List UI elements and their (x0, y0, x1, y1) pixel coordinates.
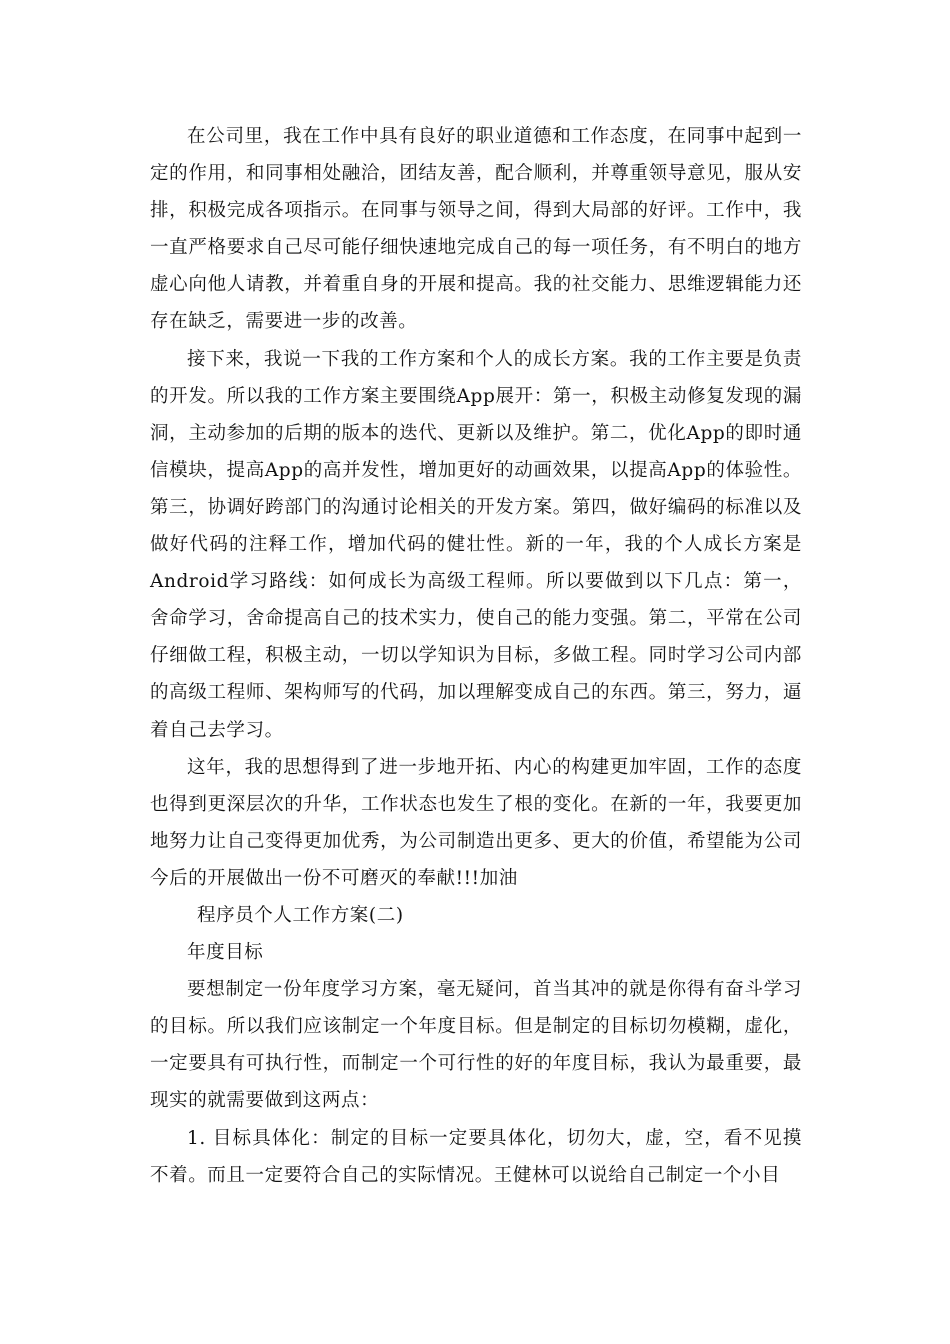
paragraph-year-summary: 这年，我的思想得到了进一步地开拓、内心的构建更加牢固，工作的态度也得到更深层次的升华，工作状态也发生了根的变化。在新的一年，我要更加地努力让自己变得更加优秀，为公司制造出更多、更大的价值，希望能为公司今后的开展做出一份不可磨灭的奉献!!!加油 (150, 756, 802, 889)
paragraph-annual-goal: 要想制定一份年度学习方案，毫无疑问，首当其冲的就是你得有奋斗学习的目标。所以我们应该制定一个年度目标。但是制定的目标切勿模糊，虚化，一定要具有可执行性，而制定一个可行性的好的年度目标，我认为最重要，最现实的就需要做到这两点： (150, 979, 802, 1112)
paragraph-work-plan: 接下来，我说一下我的工作方案和个人的成长方案。我的工作主要是负责的开发。所以我的工作方案主要围绕App展开：第一，积极主动修复发现的漏洞，主动参加的后期的版本的迭代、更新以及维护。第二，优化App的即时通信模块，提高App的高并发性，增加更好的动画效果，以提高App的体验性。第三，协调好跨部门的沟通讨论相关的开发方案。第四，做好编码的标准以及做好代码的注释工作，增加代码的健壮性。新的一年，我的个人成长方案是Android学习路线：如何成长为高级工程师。所以要做到以下几点：第一，舍命学习，舍命提高自己的技术实力，使自己的能力变强。第二，平常在公司仔细做工程，积极主动，一切以学知识为目标，多做工程。同时学习公司内部的高级工程师、架构师写的代码，加以理解变成自己的东西。第三，努力，逼着自己去学习。 (150, 348, 802, 741)
list-item-goal-specific: 1. 目标具体化：制定的目标一定要具体化，切勿大，虚，空，看不见摸不着。而且一定要符合自己的实际情况。王健林可以说给自己制定一个小目 (150, 1127, 802, 1186)
paragraph-workplace-conduct: 在公司里，我在工作中具有良好的职业道德和工作态度，在同事中起到一定的作用，和同事相处融洽，团结友善，配合顺利，并尊重领导意见，服从安排，积极完成各项指示。在同事与领导之间，得到大局部的好评。工作中，我一直严格要求自己尽可能仔细快速地完成自己的每一项任务，有不明白的地方虚心向他人请教，并着重自身的开展和提高。我的社交能力、思维逻辑能力还存在缺乏，需要进一步的改善。 (150, 126, 802, 333)
subheading-annual-goal: 年度目标 (187, 942, 264, 964)
section-title: 程序员个人工作方案(二) (197, 904, 404, 926)
document-body (150, 118, 802, 1194)
